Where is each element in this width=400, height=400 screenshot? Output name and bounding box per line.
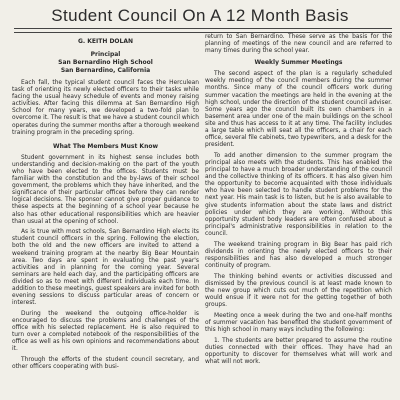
paragraph: As is true with most schools, San Bernardino High elects its student council officers in the spring. Following the election, both the old and the new officers are invited to attend a weekend training program at the nearby Big Bear Mountain area. Two days are spent in evaluating the past year's activities and in planning for the coming year. Several seminars are held each day, and the participating officers are divided so as to meet with different individuals each time. In addition to these meetings, guest speakers are invited for both evening sessions to discuss particular areas of concern or interest. bbox=[12, 229, 199, 307]
paragraph: Student government in its highest sense includes both understanding and decision-making on the part of the youth who have been elected to the offices. Students must be familiar with the constitution and the by-laws of their school government, the problems which they have inherited, and the significance of their particular offices before they can render logical decisions. The sponsor cannot give proper guidance to these aspects at the beginning of a school year because he also has other educational responsibilities which are heavier than usual at the opening of school. bbox=[12, 154, 199, 225]
section-heading: What The Members Must Know bbox=[52, 142, 159, 150]
paragraph: Through the efforts of the student council secretary, and other officers cooperating with busi- bbox=[12, 357, 199, 371]
paragraph: The second aspect of the plan is a regularly scheduled weekly meeting of the council members during the summer months. Since many of the council officers work during summer vacation the meetings are held in the evening at the high school, under the direction of the student council adviser. Some years ago the council built its own chambers in a basement area under one of the main buildings on the school site and thus has access to it at any time. The facility includes a large table which will seat all the officers, a chair for each office, several file cabinets, two typewriters, and a desk for the president. bbox=[205, 71, 392, 149]
title-rule-top bbox=[14, 28, 392, 29]
author-name: G. KEITH DOLAN bbox=[77, 38, 134, 45]
author-school: San Bernardino High School bbox=[58, 59, 153, 66]
title-rule-bottom bbox=[14, 32, 392, 33]
paragraph: The thinking behind events or activities discussed and dismissed by the previous council is at least made known to the new group which cuts out much of the repetition which would ensue if it were not for the getting together of both groups. bbox=[205, 273, 392, 308]
paragraph: To add another dimension to the summer program the principal also meets with the students. This has enabled the principal to have a much broader understanding of the council and the collective thinking of its officers. It has also given him the opportunity to become acquainted with those individuals who have been selected to handle student problems for the next year. His main task is to listen, but he is also available to give students information about the state laws and district policies under which they are working. Without this opportunity student body leaders are often confused about a principal's administrative responsibilities in relation to the council. bbox=[205, 152, 392, 237]
paragraph: Each fall, the typical student council faces the Herculean task of orienting its newly elected officers to their tasks while facing the usual heavy schedule of events and money raising activities. After facing this dilemma at San Bernardino High School for many years, we developed a two-fold plan to overcome it. The result is that we have a student council which operates during the summer months after a thorough weekend training program in the preceding spring. bbox=[12, 80, 199, 136]
section-heading: Weekly Summer Meetings bbox=[254, 59, 343, 67]
paragraph: The weekend training program in Big Bear has paid rich dividends in orienting the newly elected officers to their responsibilities and has also developed a much stronger continuity of program. bbox=[205, 241, 392, 269]
paragraph: Meeting once a week during the two and one-half months of summer vacation has benefited the student government of this high school in many ways including the following: bbox=[205, 312, 392, 333]
paragraph: return to San Bernardino. These serve as the basis for the planning of meetings of the new council and are referred to many times during the school year. bbox=[205, 34, 392, 55]
author-place: San Bernardino, California bbox=[60, 67, 151, 74]
paragraph: During the weekend the outgoing office-holder is encouraged to discuss the problems and challenges of the office with his selected replacement. He is also required to turn over a completed notebook of the responsibilities of the office as well as his own opinions and recommendations about it. bbox=[12, 310, 199, 353]
right-column bbox=[205, 34, 392, 370]
article-title: Student Council On A 12 Month Basis bbox=[51, 6, 349, 25]
paragraph: 1. The students are better prepared to assume the routine duties connected with their offices. They have had an opportunity to discover for themselves what will work and what will not work. bbox=[205, 337, 392, 365]
left-column bbox=[12, 38, 199, 375]
author-role: Principal bbox=[90, 51, 121, 58]
